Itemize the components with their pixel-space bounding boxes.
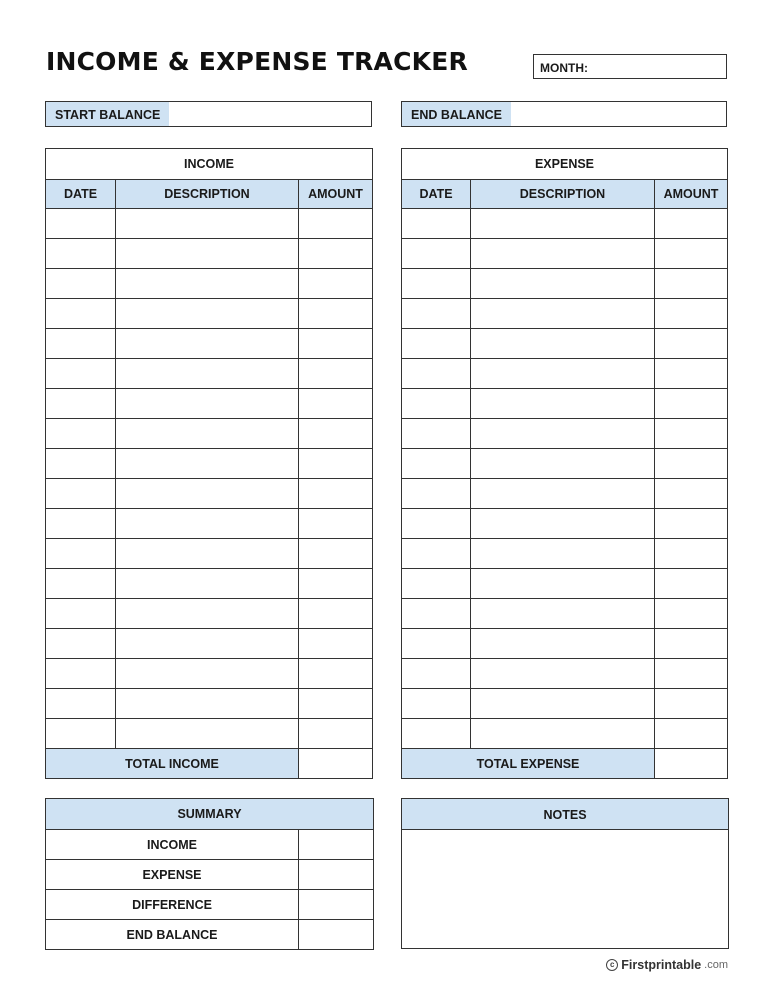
total-income-value[interactable] xyxy=(299,749,373,779)
expense-date-cell[interactable] xyxy=(402,539,471,569)
expense-date-cell[interactable] xyxy=(402,719,471,749)
expense-date-cell[interactable] xyxy=(402,419,471,449)
copyright-icon: c xyxy=(606,959,618,971)
total-expense-value[interactable] xyxy=(655,749,728,779)
income-row xyxy=(46,269,373,299)
expense-caption: EXPENSE xyxy=(402,149,728,180)
expense-col-description: DESCRIPTION xyxy=(471,180,655,209)
page-title: INCOME & EXPENSE TRACKER xyxy=(46,47,468,76)
income-description-cell[interactable] xyxy=(116,419,299,449)
income-description-cell[interactable] xyxy=(116,449,299,479)
income-row xyxy=(46,419,373,449)
expense-description-cell[interactable] xyxy=(471,509,655,539)
income-rows xyxy=(46,209,373,749)
expense-amount-cell[interactable] xyxy=(655,509,728,539)
start-balance-field[interactable] xyxy=(45,101,372,127)
expense-description-cell[interactable] xyxy=(471,299,655,329)
expense-amount-cell[interactable] xyxy=(655,239,728,269)
expense-description-cell[interactable] xyxy=(471,719,655,749)
income-description-cell[interactable] xyxy=(116,569,299,599)
expense-amount-cell[interactable] xyxy=(655,539,728,569)
start-balance-value[interactable] xyxy=(169,102,371,126)
income-amount-cell[interactable] xyxy=(299,329,373,359)
income-amount-cell[interactable] xyxy=(299,209,373,239)
income-row xyxy=(46,239,373,269)
summary-caption: SUMMARY xyxy=(46,799,374,830)
expense-row xyxy=(402,599,728,629)
expense-description-cell[interactable] xyxy=(471,389,655,419)
expense-amount-cell[interactable] xyxy=(655,419,728,449)
expense-amount-cell[interactable] xyxy=(655,599,728,629)
income-description-cell[interactable] xyxy=(116,209,299,239)
income-amount-cell[interactable] xyxy=(299,689,373,719)
expense-date-cell[interactable] xyxy=(402,209,471,239)
income-description-cell[interactable] xyxy=(116,659,299,689)
expense-row xyxy=(402,719,728,749)
notes-box[interactable] xyxy=(401,798,729,949)
income-amount-cell[interactable] xyxy=(299,359,373,389)
end-balance-field[interactable] xyxy=(401,101,727,127)
expense-row xyxy=(402,659,728,689)
brand-name: Firstprintable xyxy=(621,958,702,972)
expense-amount-cell[interactable] xyxy=(655,659,728,689)
income-description-cell[interactable] xyxy=(116,239,299,269)
expense-date-cell[interactable] xyxy=(402,239,471,269)
income-amount-cell[interactable] xyxy=(299,479,373,509)
income-row xyxy=(46,299,373,329)
expense-date-cell[interactable] xyxy=(402,269,471,299)
expense-row xyxy=(402,389,728,419)
expense-row xyxy=(402,239,728,269)
income-amount-cell[interactable] xyxy=(299,599,373,629)
income-amount-cell[interactable] xyxy=(299,569,373,599)
income-date-cell[interactable] xyxy=(46,389,116,419)
expense-date-cell[interactable] xyxy=(402,629,471,659)
income-row xyxy=(46,509,373,539)
expense-description-cell[interactable] xyxy=(471,209,655,239)
expense-amount-cell[interactable] xyxy=(655,269,728,299)
expense-row xyxy=(402,299,728,329)
expense-description-cell[interactable] xyxy=(471,479,655,509)
income-col-date: DATE xyxy=(46,180,116,209)
expense-description-cell[interactable] xyxy=(471,569,655,599)
income-description-cell[interactable] xyxy=(116,269,299,299)
income-description-cell[interactable] xyxy=(116,359,299,389)
summary-difference-label: DIFFERENCE xyxy=(46,890,299,920)
income-table xyxy=(45,148,373,779)
income-row xyxy=(46,389,373,419)
income-description-cell[interactable] xyxy=(116,299,299,329)
expense-description-cell[interactable] xyxy=(471,239,655,269)
expense-date-cell[interactable] xyxy=(402,659,471,689)
end-balance-label: END BALANCE xyxy=(402,102,511,126)
income-description-cell[interactable] xyxy=(116,509,299,539)
expense-description-cell[interactable] xyxy=(471,449,655,479)
expense-date-cell[interactable] xyxy=(402,359,471,389)
total-expense-label: TOTAL EXPENSE xyxy=(402,749,655,779)
income-date-cell[interactable] xyxy=(46,479,116,509)
income-row xyxy=(46,209,373,239)
income-amount-cell[interactable] xyxy=(299,449,373,479)
income-row xyxy=(46,569,373,599)
income-description-cell[interactable] xyxy=(116,539,299,569)
expense-date-cell[interactable] xyxy=(402,509,471,539)
expense-date-cell[interactable] xyxy=(402,599,471,629)
income-caption: INCOME xyxy=(46,149,373,180)
income-description-cell[interactable] xyxy=(116,599,299,629)
income-description-cell[interactable] xyxy=(116,329,299,359)
notes-caption: NOTES xyxy=(402,799,728,830)
summary-table xyxy=(45,798,374,950)
expense-description-cell[interactable] xyxy=(471,689,655,719)
summary-end-balance-label: END BALANCE xyxy=(46,920,299,950)
expense-description-cell[interactable] xyxy=(471,629,655,659)
income-date-cell[interactable] xyxy=(46,269,116,299)
expense-date-cell[interactable] xyxy=(402,299,471,329)
income-date-cell[interactable] xyxy=(46,359,116,389)
expense-amount-cell[interactable] xyxy=(655,449,728,479)
income-date-cell[interactable] xyxy=(46,539,116,569)
income-row xyxy=(46,329,373,359)
income-amount-cell[interactable] xyxy=(299,389,373,419)
expense-amount-cell[interactable] xyxy=(655,329,728,359)
income-date-cell[interactable] xyxy=(46,419,116,449)
expense-row xyxy=(402,539,728,569)
income-date-cell[interactable] xyxy=(46,569,116,599)
income-date-cell[interactable] xyxy=(46,659,116,689)
income-description-cell[interactable] xyxy=(116,629,299,659)
expense-date-cell[interactable] xyxy=(402,329,471,359)
expense-date-cell[interactable] xyxy=(402,479,471,509)
summary-expense-value[interactable] xyxy=(299,860,374,890)
income-description-cell[interactable] xyxy=(116,479,299,509)
summary-expense-label: EXPENSE xyxy=(46,860,299,890)
start-balance-label: START BALANCE xyxy=(46,102,169,126)
brand-tld: .com xyxy=(704,959,728,971)
income-row xyxy=(46,599,373,629)
expense-row xyxy=(402,479,728,509)
end-balance-value[interactable] xyxy=(511,102,726,126)
expense-date-cell[interactable] xyxy=(402,689,471,719)
income-row xyxy=(46,479,373,509)
income-row xyxy=(46,539,373,569)
income-row xyxy=(46,449,373,479)
income-date-cell[interactable] xyxy=(46,599,116,629)
income-row xyxy=(46,689,373,719)
expense-date-cell[interactable] xyxy=(402,569,471,599)
income-row xyxy=(46,359,373,389)
expense-description-cell[interactable] xyxy=(471,539,655,569)
expense-description-cell[interactable] xyxy=(471,659,655,689)
expense-description-cell[interactable] xyxy=(471,419,655,449)
income-row xyxy=(46,719,373,749)
income-col-description: DESCRIPTION xyxy=(116,180,299,209)
expense-description-cell[interactable] xyxy=(471,359,655,389)
expense-row xyxy=(402,359,728,389)
expense-row xyxy=(402,449,728,479)
expense-date-cell[interactable] xyxy=(402,389,471,419)
expense-amount-cell[interactable] xyxy=(655,569,728,599)
expense-col-amount: AMOUNT xyxy=(655,180,728,209)
summary-income-value[interactable] xyxy=(299,830,374,860)
expense-amount-cell[interactable] xyxy=(655,299,728,329)
income-amount-cell[interactable] xyxy=(299,269,373,299)
expense-amount-cell[interactable] xyxy=(655,389,728,419)
income-description-cell[interactable] xyxy=(116,389,299,419)
income-amount-cell[interactable] xyxy=(299,239,373,269)
month-label: MONTH: xyxy=(540,61,588,75)
income-date-cell[interactable] xyxy=(46,299,116,329)
expense-amount-cell[interactable] xyxy=(655,719,728,749)
month-field[interactable] xyxy=(533,54,727,79)
income-date-cell[interactable] xyxy=(46,209,116,239)
income-amount-cell[interactable] xyxy=(299,539,373,569)
expense-amount-cell[interactable] xyxy=(655,359,728,389)
income-amount-cell[interactable] xyxy=(299,629,373,659)
income-description-cell[interactable] xyxy=(116,689,299,719)
income-date-cell[interactable] xyxy=(46,629,116,659)
expense-row xyxy=(402,569,728,599)
expense-row xyxy=(402,689,728,719)
total-income-label: TOTAL INCOME xyxy=(46,749,299,779)
income-date-cell[interactable] xyxy=(46,689,116,719)
expense-description-cell[interactable] xyxy=(471,269,655,299)
income-date-cell[interactable] xyxy=(46,239,116,269)
expense-row xyxy=(402,209,728,239)
income-amount-cell[interactable] xyxy=(299,299,373,329)
summary-difference-value[interactable] xyxy=(299,890,374,920)
income-date-cell[interactable] xyxy=(46,449,116,479)
expense-description-cell[interactable] xyxy=(471,329,655,359)
summary-income-label: INCOME xyxy=(46,830,299,860)
expense-col-date: DATE xyxy=(402,180,471,209)
expense-description-cell[interactable] xyxy=(471,599,655,629)
expense-amount-cell[interactable] xyxy=(655,209,728,239)
expense-table xyxy=(401,148,728,779)
expense-rows xyxy=(402,209,728,749)
footer-credit xyxy=(606,958,728,972)
income-date-cell[interactable] xyxy=(46,719,116,749)
expense-amount-cell[interactable] xyxy=(655,629,728,659)
income-amount-cell[interactable] xyxy=(299,419,373,449)
income-row xyxy=(46,659,373,689)
expense-row xyxy=(402,419,728,449)
income-date-cell[interactable] xyxy=(46,509,116,539)
income-amount-cell[interactable] xyxy=(299,509,373,539)
expense-row xyxy=(402,269,728,299)
income-col-amount: AMOUNT xyxy=(299,180,373,209)
income-amount-cell[interactable] xyxy=(299,659,373,689)
income-date-cell[interactable] xyxy=(46,329,116,359)
summary-end-balance-value[interactable] xyxy=(299,920,374,950)
expense-row xyxy=(402,509,728,539)
expense-amount-cell[interactable] xyxy=(655,479,728,509)
income-row xyxy=(46,629,373,659)
expense-amount-cell[interactable] xyxy=(655,689,728,719)
expense-row xyxy=(402,329,728,359)
expense-row xyxy=(402,629,728,659)
expense-date-cell[interactable] xyxy=(402,449,471,479)
income-description-cell[interactable] xyxy=(116,719,299,749)
income-amount-cell[interactable] xyxy=(299,719,373,749)
